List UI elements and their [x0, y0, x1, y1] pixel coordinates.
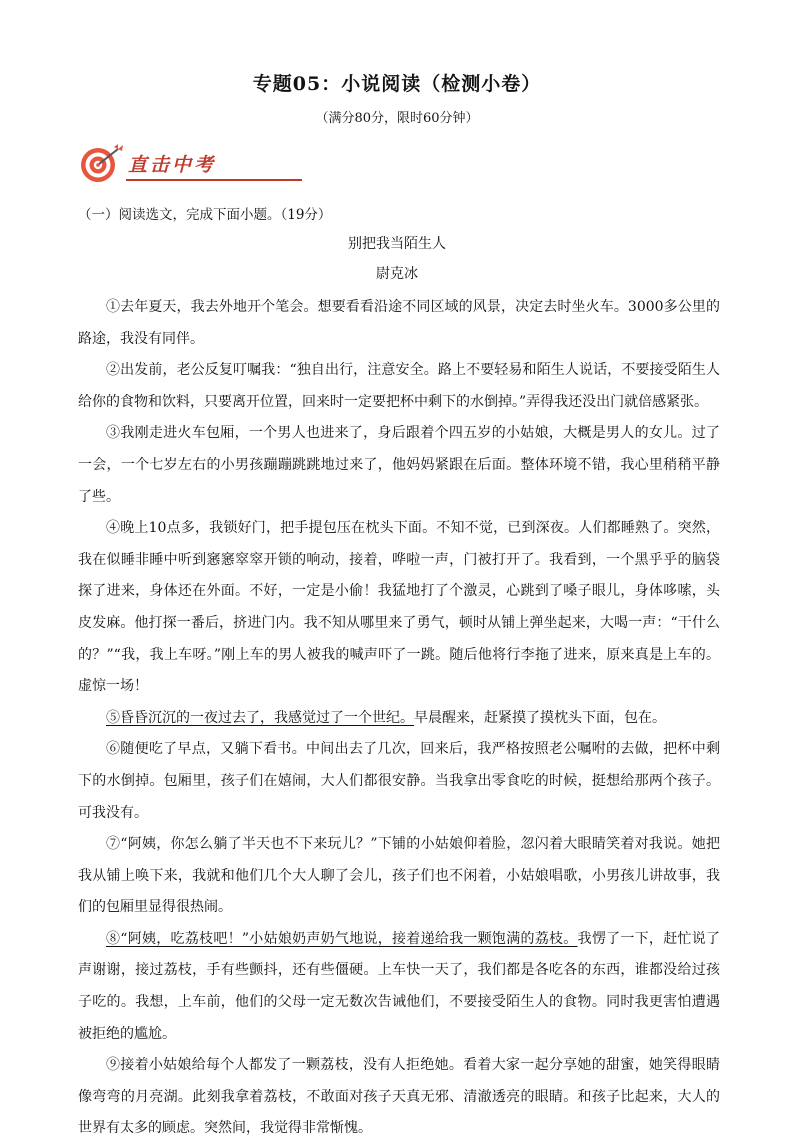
story-body [78, 292, 720, 1145]
badge-label: 直击中考 [128, 154, 217, 176]
paragraph-7: ⑦“阿姨，你怎么躺了半天也不下来玩儿？”下铺的小姑娘仰着脸，忽闪着大眼睛笑着对我说。她把我从铺上唤下来，我就和他们几个大人聊了会儿，孩子们也不闲着，小姑娘唱歌，小男孩儿讲故事，我们的包厢里显得很热闹。 [78, 836, 720, 916]
paragraph-4: ④晚上10点多，我锁好门，把手提包压在枕头下面。不知不觉，已到深夜。人们都睡熟了。突然，我在似睡非睡中听到窸窸窣窣开锁的响动，接着，哗啦一声，门被打开了。我看到，一个黑乎乎的脑袋探了进来，身体还在外面。不好，一定是小偷！我猛地打了个激灵，心跳到了嗓子眼儿，身体哆嗦，头皮发麻。他打探一番后，挤进门内。我不知从哪里来了勇气，顿时从铺上弹坐起来，大喝一声：“干什么的？”“我，我上车呀。”刚上车的男人被我的喊声吓了一跳。随后他将行李拖了进来，原来真是上车的。虚惊一场！ [78, 520, 720, 695]
section-heading: （一）阅读选文，完成下面小题。（19分） [78, 207, 332, 223]
paragraph-9: ⑨接着小姑娘给每个人都发了一颗荔枝，没有人拒绝她。看着大家一起分享她的甜蜜，她笑得眼睛像弯弯的月亮湖。此刻我拿着荔枝，不敢面对孩子天真无邪、清澈透亮的眼睛。和孩子比起来，大人的世界有太多的顾虑。突然间，我觉得非常惭愧。 [78, 1057, 720, 1137]
paragraph-5: ⑤昏昏沉沉的一夜过去了，我感觉过了一个世纪。早晨醒来，赶紧摸了摸枕头下面，包在。 [106, 709, 666, 726]
story-author: 尉克冰 [376, 266, 418, 282]
paragraph-6: ⑥随便吃了早点，又躺下看书。中间出去了几次，回来后，我严格按照老公嘱咐的去做，把杯中剩下的水倒掉。包厢里，孩子们在嬉闹，大人们都很安静。当我拿出零食吃的时候，挺想给那两个孩子。可我没有。 [78, 741, 720, 821]
underlined-sentence: ⑤昏昏沉沉的一夜过去了，我感觉过了一个世纪。 [106, 709, 414, 726]
paragraph-3: ③我刚走进火车包厢，一个男人也进来了，身后跟着个四五岁的小姑娘，大概是男人的女儿。过了一会，一个七岁左右的小男孩蹦蹦跳跳地过来了，他妈妈紧跟在后面。整体环境不错，我心里稍稍平静了些。 [78, 425, 720, 505]
page-title: 专题05：小说阅读（检测小卷） [252, 73, 542, 95]
badge-underline [126, 179, 302, 181]
paragraph-2: ②出发前，老公反复叮嘱我：“独自出行，注意安全。路上不要轻易和陌生人说话，不要接受陌生人给你的食物和饮料，只要离开位置，回来时一定要把杯中剩下的水倒掉。”弄得我还没出门就倍感紧张。 [78, 362, 720, 410]
underlined-sentence: ⑧“阿姨，吃荔枝吧！”小姑娘奶声奶气地说，接着递给我一颗饱满的荔枝。 [106, 930, 578, 947]
story-title: 别把我当陌生人 [348, 236, 446, 252]
paragraph-8: ⑧“阿姨，吃荔枝吧！”小姑娘奶声奶气地说，接着递给我一颗饱满的荔枝。我愣了一下，赶忙说了声谢谢，接过荔枝，手有些颤抖，还有些僵硬。上车快一天了，我们都是各吃各的东西，谁都没给过孩子吃的。我想，上车前，他们的父母一定无数次告诫他们，不要接受陌生人的食物。同时我更害怕遭遇被拒绝的尴尬。 [78, 930, 721, 1042]
section-badge [78, 143, 228, 185]
score-time-note: （满分80分，限时60分钟） [315, 111, 479, 126]
paragraph-1: ①去年夏天，我去外地开个笔会。想要看看沿途不同区域的风景，决定去时坐火车。3000多公里的路途，我没有同伴。 [78, 299, 720, 347]
target-icon [78, 143, 128, 185]
